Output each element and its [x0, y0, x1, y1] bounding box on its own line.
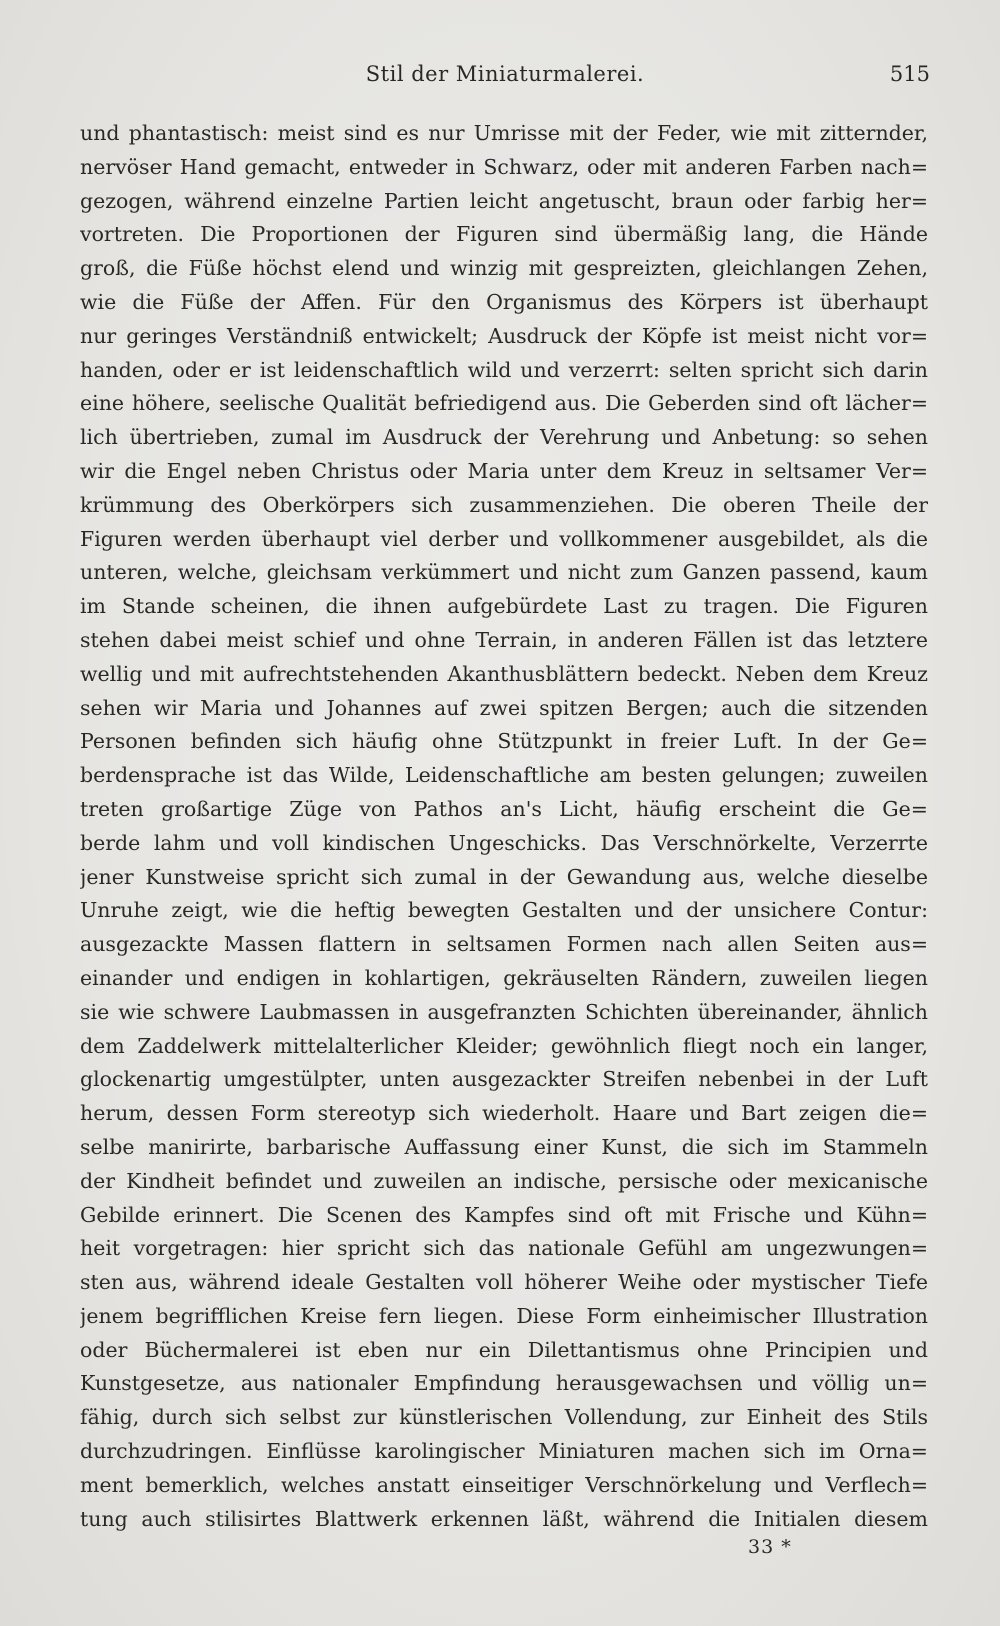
text-line: wie die Füße der Affen. Für den Organismus des Körpers ist überhaupt [80, 289, 928, 314]
text-line: selbe manirirte, barbarische Auffassung einer Kunst, die sich im Stammeln [80, 1134, 928, 1159]
text-line: oder Büchermalerei ist eben nur ein Dilettantismus ohne Principien und [80, 1337, 928, 1362]
text-line: lich übertrieben, zumal im Ausdruck der Verehrung und Anbetung: so sehen [80, 425, 928, 450]
text-line: Personen befinden sich häufig ohne Stützpunkt in freier Luft. In der Ge= [80, 729, 928, 754]
text-line: dem Zaddelwerk mittelalterlicher Kleider; gewöhnlich fliegt noch ein langer, [80, 1033, 928, 1058]
body-text [80, 117, 928, 1536]
text-line: ausgezackte Massen flattern in seltsamen Formen nach allen Seiten aus= [80, 932, 928, 957]
text-line: unteren, welche, gleichsam verkümmert und nicht zum Ganzen passend, kaum [80, 560, 928, 585]
text-line: vortreten. Die Proportionen der Figuren sind übermäßig lang, die Hände [80, 222, 928, 247]
running-header [80, 56, 930, 96]
text-line: gezogen, während einzelne Partien leicht angetuscht, braun oder farbig her= [80, 188, 928, 213]
text-line: durchzudringen. Einflüsse karolingischer Miniaturen machen sich im Orna= [80, 1439, 928, 1464]
text-line: glockenartig umgestülpter, unten ausgezackter Streifen nebenbei in der Luft [80, 1067, 928, 1092]
running-title: Stil der Miniaturmalerei. [365, 62, 645, 86]
text-line: nur geringes Verständniß entwickelt; Ausdruck der Köpfe ist meist nicht vor= [80, 323, 928, 348]
text-line: treten großartige Züge von Pathos an's Licht, häufig erscheint die Ge= [80, 796, 928, 821]
text-line: sie wie schwere Laubmassen in ausgefranzten Schichten übereinander, ähnlich [80, 999, 928, 1024]
text-line: sehen wir Maria und Johannes auf zwei spitzen Bergen; auch die sitzenden [80, 695, 928, 720]
text-line: und phantastisch: meist sind es nur Umrisse mit der Feder, wie mit zitternder, [80, 121, 928, 145]
text-line: berdensprache ist das Wilde, Leidenschaftliche am besten gelungen; zuweilen [80, 763, 928, 788]
text-line: tung auch stilisirtes Blattwerk erkennen läßt, während die Initialen diesem [80, 1506, 928, 1531]
text-line: Kunstgesetze, aus nationaler Empfindung herausgewachsen und völlig un= [80, 1371, 928, 1396]
text-line: der Kindheit befindet und zuweilen an indische, persische oder mexicanische [80, 1168, 928, 1193]
text-line: sten aus, während ideale Gestalten voll höherer Weihe oder mystischer Tiefe [80, 1270, 928, 1295]
page-number: 515 [889, 62, 930, 86]
signature-mark: 33 * [748, 1536, 792, 1558]
text-line: herum, dessen Form stereotyp sich wiederholt. Haare und Bart zeigen die= [80, 1101, 928, 1126]
text-line: berde lahm und voll kindischen Ungeschicks. Das Verschnörkelte, Verzerrte [80, 830, 928, 855]
text-line: jener Kunstweise spricht sich zumal in der Gewandung aus, welche dieselbe [80, 864, 928, 889]
text-line: heit vorgetragen: hier spricht sich das nationale Gefühl am ungezwungen= [80, 1236, 928, 1261]
text-line: Unruhe zeigt, wie die heftig bewegten Gestalten und der unsichere Contur: [80, 898, 928, 923]
text-line: jenem begrifflichen Kreise fern liegen. Diese Form einheimischer Illustration [80, 1303, 928, 1328]
text-line: eine höhere, seelische Qualität befriedigend aus. Die Geberden sind oft lächer= [80, 391, 928, 416]
text-line: stehen dabei meist schief und ohne Terrain, in anderen Fällen ist das letztere [80, 627, 928, 652]
text-line: Figuren werden überhaupt viel derber und vollkommener ausgebildet, als die [80, 526, 928, 551]
text-line: nervöser Hand gemacht, entweder in Schwarz, oder mit anderen Farben nach= [80, 154, 928, 179]
text-line: Gebilde erinnert. Die Scenen des Kampfes sind oft mit Frische und Kühn= [80, 1202, 928, 1227]
text-line: ment bemerklich, welches anstatt einseitiger Verschnörkelung und Verflech= [80, 1472, 928, 1497]
text-line: einander und endigen in kohlartigen, gekräuselten Rändern, zuweilen liegen [80, 965, 928, 990]
text-line: wellig und mit aufrechtstehenden Akanthusblättern bedeckt. Neben dem Kreuz [80, 661, 928, 686]
text-line: wir die Engel neben Christus oder Maria unter dem Kreuz in seltsamer Ver= [80, 458, 928, 483]
text-line: fähig, durch sich selbst zur künstlerischen Vollendung, zur Einheit des Stils [80, 1405, 928, 1430]
text-line: im Stande scheinen, die ihnen aufgebürdete Last zu tragen. Die Figuren [80, 594, 928, 619]
text-line: krümmung des Oberkörpers sich zusammenziehen. Die oberen Theile der [80, 492, 928, 517]
text-line: handen, oder er ist leidenschaftlich wild und verzerrt: selten spricht sich darin [80, 357, 928, 382]
text-line: groß, die Füße höchst elend und winzig mit gespreizten, gleichlangen Zehen, [80, 256, 928, 281]
